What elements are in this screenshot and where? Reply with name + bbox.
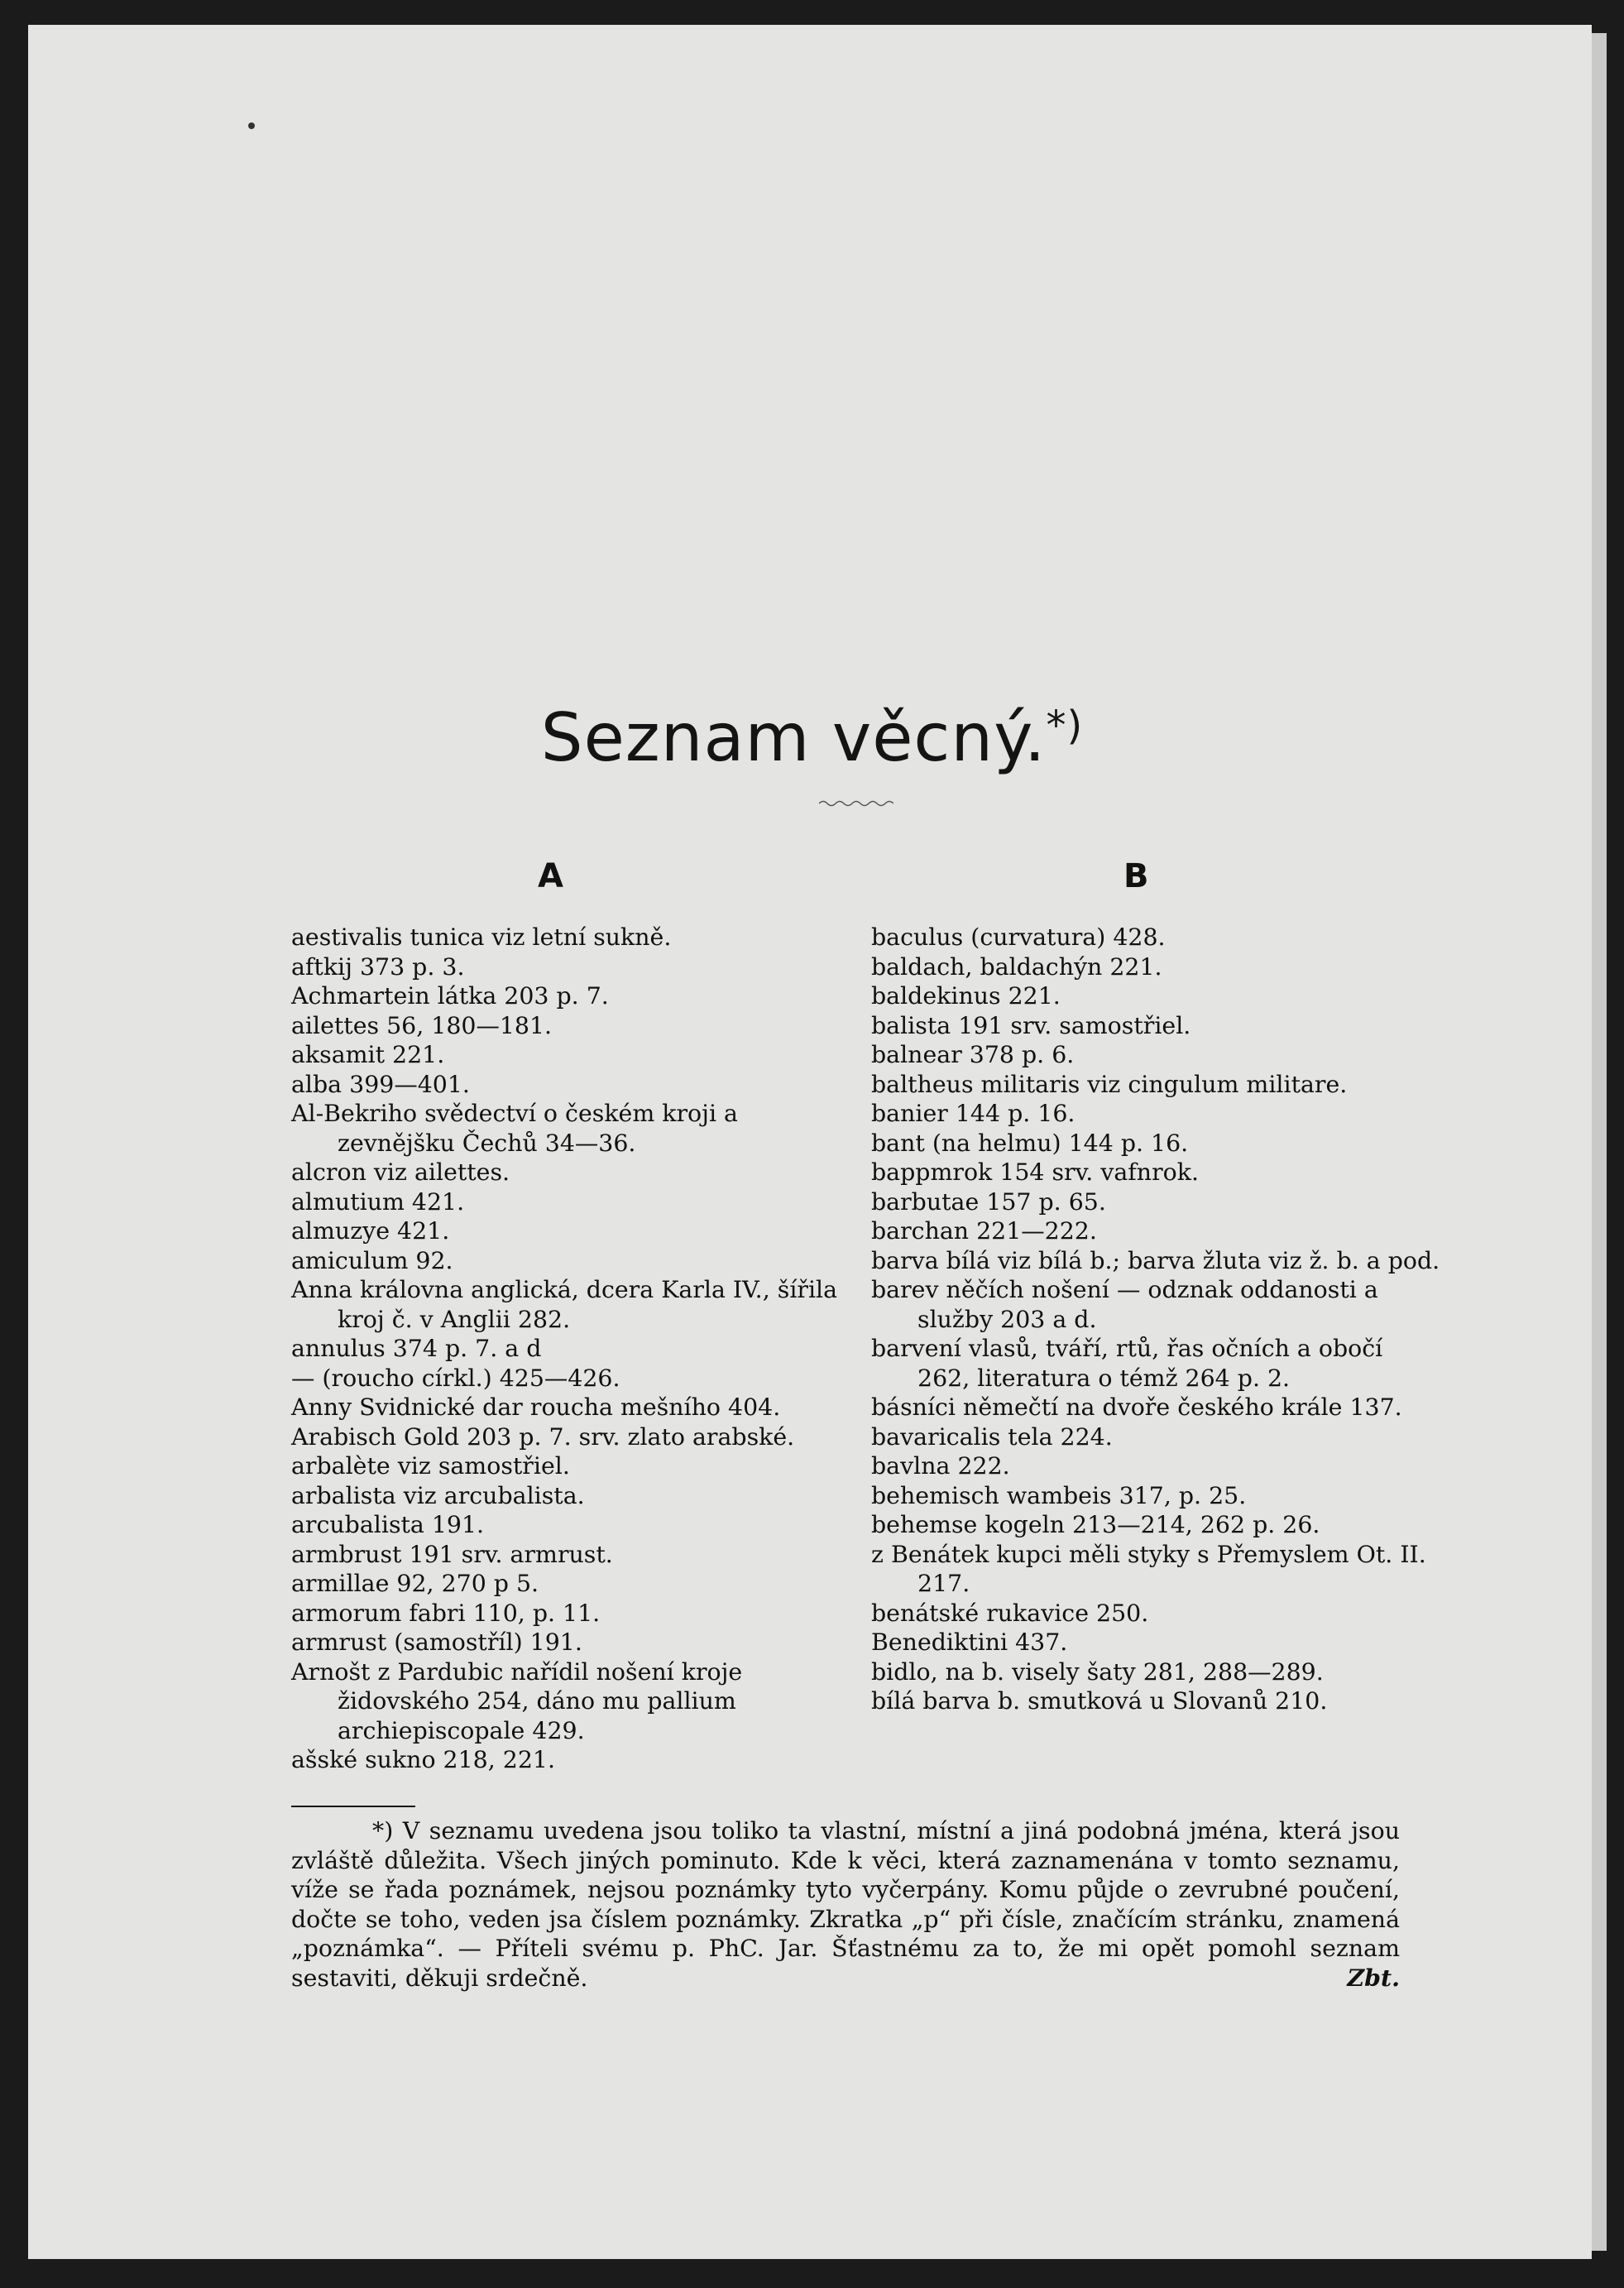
page-title	[0, 699, 1624, 776]
index-entry: banier 144 p. 16.	[871, 1100, 1075, 1127]
footnote-signature: Zbt.	[1347, 1963, 1400, 1992]
index-entry: Arnošt z Pardubic nařídil nošení kroje židovského 254, dáno mu pallium archiepiscopale 429.	[291, 1657, 743, 1744]
title-text: Seznam věcný.	[540, 699, 1047, 776]
index-entry: Arabisch Gold 203 p. 7. srv. zlato arabské.	[291, 1422, 795, 1451]
index-entry: barchan 221—222.	[871, 1217, 1097, 1245]
index-entry: amiculum 92.	[291, 1246, 453, 1274]
index-entry: alcron viz ailettes.	[291, 1158, 510, 1186]
index-entry: behemisch wambeis 317, p. 25.	[871, 1481, 1247, 1509]
index-entry: barbutae 157 p. 65.	[871, 1187, 1106, 1216]
index-entry: armillae 92, 270 p 5.	[291, 1570, 539, 1597]
ornament-squiggle	[819, 799, 893, 808]
index-entry: behemse kogeln 213—214, 262 p. 26.	[871, 1511, 1320, 1538]
index-entry: ašské sukno 218, 221.	[291, 1746, 556, 1773]
index-entry: ailettes 56, 180—181.	[291, 1011, 553, 1039]
ink-dot	[248, 122, 255, 129]
index-entry: bappmrok 154 srv. vafnrok.	[871, 1158, 1199, 1186]
index-entry: benátské rukavice 250.	[871, 1599, 1149, 1627]
index-entry: baculus (curvatura) 428.	[871, 923, 1166, 951]
index-entry: bant (na helmu) 144 p. 16.	[871, 1129, 1189, 1157]
index-entry: — (roucho církl.) 425—426.	[291, 1364, 620, 1392]
index-entry: básníci němečtí na dvoře českého krále 137.	[871, 1393, 1402, 1421]
index-entry: barvení vlasů, tváří, rtů, řas očních a obočí 262, literatura o témž 264 p. 2.	[871, 1335, 1383, 1392]
index-entry: Achmartein látka 203 p. 7.	[291, 982, 609, 1010]
index-entry: Benediktini 437.	[871, 1628, 1068, 1656]
index-entry: aestivalis tunica viz letní sukně.	[291, 923, 672, 951]
footnote-text: V seznamu uvedena jsou toliko ta vlastní, místní a jiná podobná jména, která jsou zvláště důležita. Všech jiných pominuto. Kde k věci, která zaznamenána v tomto seznamu, víže se řada poznámek, nejsou poznámky tyto vyčerpány. Komu půjde o zevrubné poučení, dočte se toho, veden jsa číslem poznámky. Zkratka „p“ při čísle, značícím stránku, znamená „poznámka“. — Příteli svému p. PhC. Jar. Šťastnému za to, že mi opět pomohl seznam sestaviti, děkuji srdečně.	[291, 1817, 1400, 1992]
footnote-mark: *)	[372, 1817, 394, 1844]
index-entry: balnear 378 p. 6.	[871, 1041, 1075, 1068]
index-entry: Al-Bekriho svědectví o českém kroji a zevnějšku Čechů 34—36.	[291, 1100, 738, 1157]
index-entry: barev něčích nošení — odznak oddanosti a služby 203 a d.	[871, 1276, 1378, 1333]
index-entry: balista 191 srv. samostřiel.	[871, 1011, 1191, 1039]
title-footnote-mark: *)	[1046, 703, 1084, 749]
index-entry: z Benátek kupci měli styky s Přemyslem Ot. II. 217.	[871, 1540, 1426, 1597]
footnote	[291, 1816, 1400, 1993]
index-entry: Anny Svidnické dar roucha mešního 404.	[291, 1393, 781, 1421]
index-entry: aftkij 373 p. 3.	[291, 952, 465, 981]
index-entry: baldach, baldachýn 221.	[871, 952, 1162, 981]
index-entry: arcubalista 191.	[291, 1511, 485, 1538]
index-entry: bavlna 222.	[871, 1452, 1010, 1480]
index-entry: bidlo, na b. visely šaty 281, 288—289.	[871, 1657, 1324, 1686]
index-entry: bavaricalis tela 224.	[871, 1422, 1113, 1451]
index-entry: aksamit 221.	[291, 1041, 445, 1068]
index-entry: bílá barva b. smutková u Slovanů 210.	[871, 1687, 1328, 1715]
index-entry: alba 399—401.	[291, 1070, 470, 1098]
page-edge	[1592, 33, 1607, 2251]
index-column-b	[871, 923, 1442, 1716]
index-entry: almuzye 421.	[291, 1217, 450, 1245]
index-entry: almutium 421.	[291, 1187, 465, 1216]
index-entry: Anna královna anglická, dcera Karla IV., šířila kroj č. v Anglii 282.	[291, 1276, 838, 1333]
index-entry: barva bílá viz bílá b.; barva žluta viz ž. b. a pod.	[871, 1246, 1440, 1274]
index-entry: baltheus militaris viz cingulum militare.	[871, 1070, 1348, 1098]
index-entry: arbalista viz arcubalista.	[291, 1481, 585, 1509]
index-entry: armrust (samostříl) 191.	[291, 1628, 582, 1656]
index-column-a	[291, 923, 862, 1775]
section-letter-a: A	[538, 857, 563, 895]
index-entry: armorum fabri 110, p. 11.	[291, 1599, 601, 1627]
footnote-rule	[291, 1806, 415, 1807]
index-entry: armbrust 191 srv. armrust.	[291, 1540, 613, 1568]
section-letter-b: B	[1123, 857, 1149, 895]
index-entry: arbalète viz samostřiel.	[291, 1452, 570, 1480]
index-entry: baldekinus 221.	[871, 982, 1061, 1010]
index-entry: annulus 374 p. 7. a d	[291, 1335, 542, 1362]
